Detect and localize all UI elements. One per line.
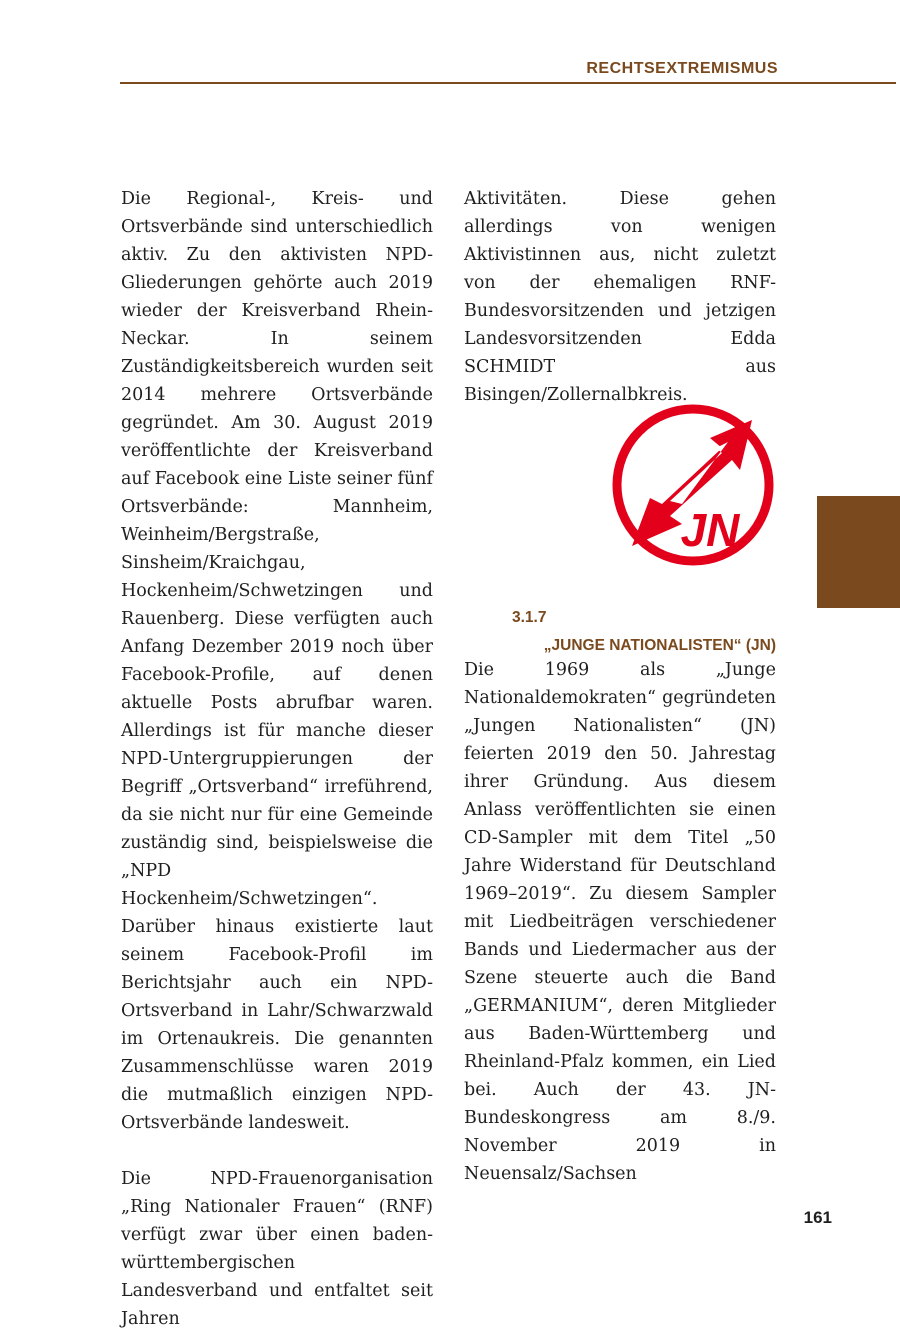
running-title: RECHTSEXTREMISMUS [586,60,778,77]
running-header [120,58,896,84]
jn-logo-text: JN [680,504,740,556]
jn-logo [610,398,776,572]
section-title: „JUNGE NATIONALISTEN“ (JN) [543,637,776,654]
paragraph-ortsverbaende: Die Regional-, Kreis- und Ortsverbände sind unterschiedlich aktiv. Zu den aktivisten NPD-Gliederungen gehörte auch 2019 wieder der Kreisverband Rhein-Neckar. In seinem Zuständigkeitsbereich wurden seit 2014 mehrere Ortsverbände gegründet. Am 30. August 2019 veröffentlichte der Kreisverband auf Facebook eine Liste seiner fünf Ortsverbände: Mannheim, Weinheim/Bergstraße, Sinsheim/Kraichgau, Hockenheim/Schwetzingen und Rauenberg. Diese verfügten auch Anfang Dezember 2019 noch über Facebook-Profile, auf denen aktuelle Posts abrufbar waren. Allerdings ist für manche dieser NPD-Untergruppierungen der Begriff „Ortsverband“ irreführend, da sie nicht nur für eine Gemeinde zuständig sind, beispielsweise die „NPD Hockenheim/Schwetzingen“. Darüber hinaus existierte laut seinem Facebook-Profil im Berichtsjahr auch ein NPD-Ortsverband in Lahr/Schwarzwald im Ortenaukreis. Die genannten Zusammenschlüsse waren 2019 die mutmaßlich einzigen NPD-Ortsverbände landesweit. [121,189,434,1133]
left-column [121,185,433,1333]
section-heading [464,604,776,660]
paragraph-rnf-continued: Aktivitäten. Diese gehen allerdings von wenigen Aktivistinnen aus, nicht zuletzt von der ehemaligen RNF-Bundesvorsitzenden und jetzigen Landesvorsitzenden Edda SCHMIDT aus Bisingen/Zollernalbkreis. [464,189,776,405]
paragraph-rnf: Die NPD-Frauenorganisation „Ring Nationaler Frauen“ (RNF) verfügt zwar über einen baden-württembergischen Landesverband und entfaltet seit Jahren [121,1169,433,1329]
right-column-bottom [464,656,776,1188]
chapter-tab [817,496,900,608]
page-number: 161 [803,1208,832,1227]
section-number: 3.1.7 [512,609,547,626]
right-column-top [464,185,776,409]
paragraph-jn: Die 1969 als „Junge Nationaldemokraten“ gegründeten „Jungen Nationalisten“ (JN) feierten 2019 den 50. Jahrestag ihrer Gründung. Aus diesem Anlass veröffentlichten sie einen CD-Sampler mit dem Titel „50 Jahre Widerstand für Deutschland 1969–2019“. Zu diesem Sampler mit Liedbeiträgen verschiedener Bands und Liedermacher aus der Szene steuerte auch die Band „GERMANIUM“, deren Mitglieder aus Baden-Württemberg und Rheinland-Pfalz kommen, ein Lied bei. Auch der 43. JN-Bundeskongress am 8./9. November 2019 in Neuensalz/Sachsen [464,660,776,1184]
